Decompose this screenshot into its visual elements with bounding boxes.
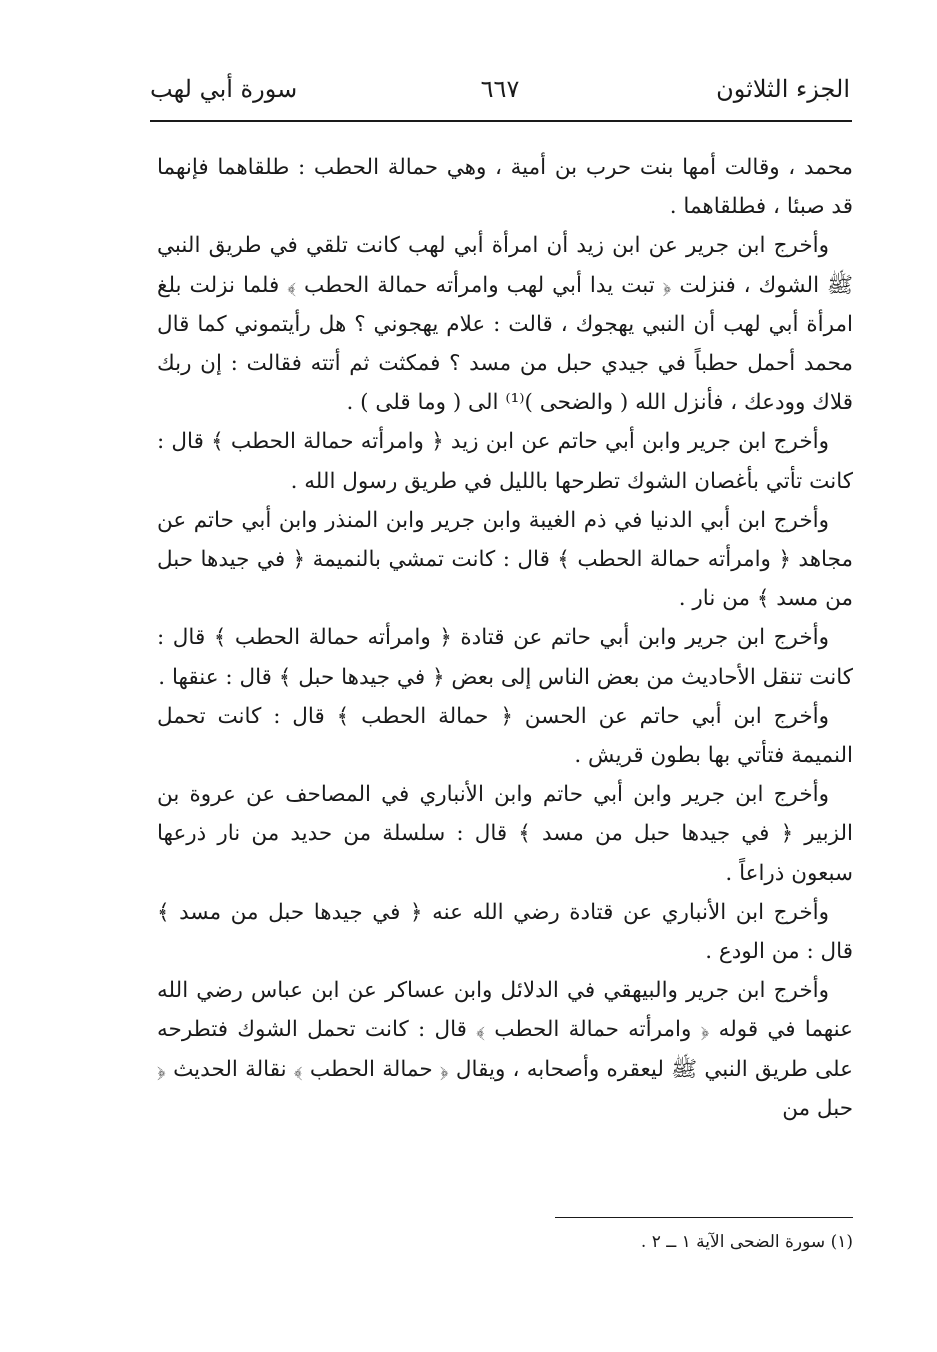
page-header <box>150 72 850 112</box>
footnote-rule <box>555 1217 853 1218</box>
surah-label: سورة أبي لهب <box>150 75 298 103</box>
paragraph-3: وأخرج ابن جرير وابن أبي حاتم عن ابن زيد ﴿ وامرأته حمالة الحطب ﴾ قال : كانت تأتي بأغصان الشوك تطرحها بالليل في طريق رسول الله . <box>157 429 853 494</box>
paragraph-9: وأخرج ابن جرير والبيهقي في الدلائل وابن عساكر عن ابن عباس رضي الله عنهما في قوله ﴿ وامرأته حمالة الحطب ﴾ قال : كانت تحمل الشوك فتطرحه على طريق النبي ﷺ ليعقره وأصحابه ، ويقال ﴿ حمالة الحطب ﴾ نقالة الحديث ﴿ حبل من <box>157 978 853 1121</box>
header-rule <box>150 120 852 122</box>
paragraph-2: وأخرج ابن جرير عن ابن زيد أن امرأة أبي لهب كانت تلقي في طريق النبي ﷺ الشوك ، فنزلت ﴿ تبت يدا أبي لهب وامرأته حمالة الحطب ﴾ فلما نزلت بلغ امرأة أبي لهب أن النبي يهجوك ، قالت : علام يهجوني ؟ هل رأيتموني كما قال محمد أحمل حطباً في جيدي حبل من مسد ؟ فمكثت ثم أتته فقالت : إن ربك قلاك وودعك ، فأنزل الله ( والضحى )⁽¹⁾ الى ( وما قلى ) . <box>157 233 853 416</box>
paragraph-7: وأخرج ابن جرير وابن أبي حاتم وابن الأنباري في المصاحف عن عروة بن الزبير ﴿ في جيدها حبل من مسد ﴾ قال : سلسلة من حديد من نار ذرعها سبعون ذراعاً . <box>157 782 853 886</box>
footnote: (١) سورة الضحى الآية ١ ــ ٢ . <box>640 1232 853 1252</box>
paragraph-8: وأخرج ابن الأنباري عن قتادة رضي الله عنه ﴿ في جيدها حبل من مسد ﴾ قال : من الودع . <box>157 899 853 965</box>
paragraph-1: محمد ، وقالت أمها بنت حرب بن أمية ، وهي حمالة الحطب : طلقاهما فإنهما قد صبئا ، فطلقاهما . <box>157 155 853 220</box>
paragraph-4: وأخرج ابن أبي الدنيا في ذم الغيبة وابن جرير وابن المنذر وابن أبي حاتم عن مجاهد ﴿ وامرأته حمالة الحطب ﴾ قال : كانت تمشي بالنميمة ﴿ في جيدها حبل من مسد ﴾ من نار . <box>157 507 853 612</box>
page-number: ٦٦٧ <box>480 75 520 103</box>
part-label: الجزء الثلاثون <box>716 75 850 103</box>
body-text <box>157 148 853 1128</box>
paragraph-6: وأخرج ابن أبي حاتم عن الحسن ﴿ حمالة الحطب ﴾ قال : كانت تحمل النميمة فتأتي بها بطون قريش . <box>157 703 853 769</box>
paragraph-5: وأخرج ابن جرير وابن أبي حاتم عن قتادة ﴿ وامرأته حمالة الحطب ﴾ قال : كانت تنقل الأحاديث من بعض الناس إلى بعض ﴿ في جيدها حبل ﴾ قال : عنقها . <box>157 625 853 690</box>
